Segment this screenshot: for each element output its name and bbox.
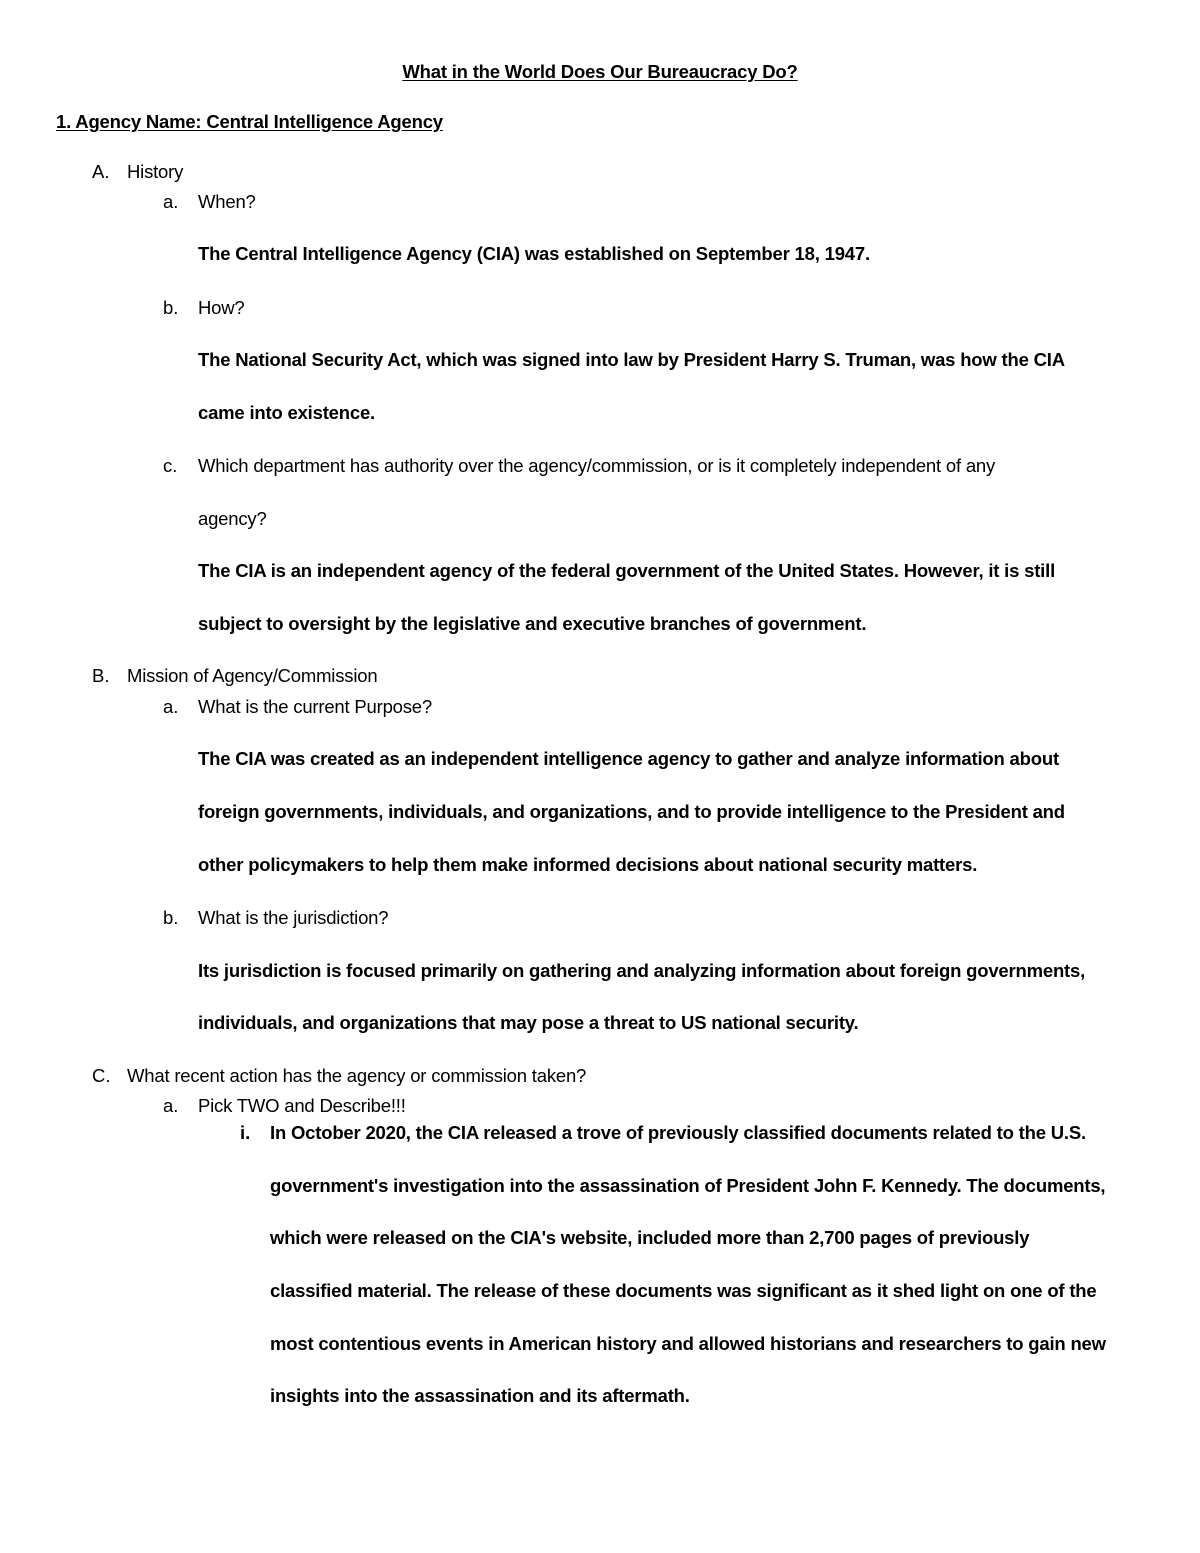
a-a-marker: a. [163, 191, 179, 212]
c-a-i-line: classified material. The release of these documents was significant as it shed light on one of the [270, 1280, 1097, 1301]
c-a-marker: a. [163, 1095, 179, 1116]
section-a-marker: A. [92, 161, 110, 182]
section-c-label: What recent action has the agency or commission taken? [127, 1065, 587, 1086]
section-a-label: History [127, 161, 184, 182]
c-a-i-line: which were released on the CIA's website, included more than 2,700 pages of previously [270, 1227, 1030, 1248]
page-title: What in the World Does Our Bureaucracy Do? [402, 61, 798, 82]
agency-heading: 1. Agency Name: Central Intelligence Agency [56, 111, 443, 132]
a-a-question: When? [198, 191, 256, 212]
a-b-marker: b. [163, 297, 179, 318]
c-a-question: Pick TWO and Describe!!! [198, 1095, 406, 1116]
a-c-answer-line: The CIA is an independent agency of the federal government of the United States. However, it is still [198, 560, 1056, 581]
b-b-question: What is the jurisdiction? [198, 907, 389, 928]
section-c-marker: C. [92, 1065, 111, 1086]
b-a-marker: a. [163, 696, 179, 717]
a-c-answer-line: subject to oversight by the legislative and executive branches of government. [198, 613, 867, 634]
c-a-i-line: most contentious events in American history and allowed historians and researchers to gain new [270, 1333, 1106, 1354]
a-b-question: How? [198, 297, 245, 318]
b-a-question: What is the current Purpose? [198, 696, 432, 717]
a-b-answer-line: The National Security Act, which was signed into law by President Harry S. Truman, was how the CIA [198, 349, 1065, 370]
c-a-i-marker: i. [240, 1122, 251, 1143]
a-c-marker: c. [163, 455, 178, 476]
section-b-marker: B. [92, 665, 110, 686]
c-a-i-line: In October 2020, the CIA released a trove of previously classified documents related to the U.S. [270, 1122, 1086, 1143]
b-a-answer-line: foreign governments, individuals, and organizations, and to provide intelligence to the President and [198, 801, 1065, 822]
b-b-answer-line: individuals, and organizations that may pose a threat to US national security. [198, 1012, 859, 1033]
c-a-i-line: insights into the assassination and its aftermath. [270, 1385, 690, 1406]
a-c-question-line: agency? [198, 508, 267, 529]
section-b-label: Mission of Agency/Commission [127, 665, 378, 686]
b-a-answer-line: other policymakers to help them make informed decisions about national security matters. [198, 854, 978, 875]
a-c-question-line: Which department has authority over the agency/commission, or is it completely independent of any [198, 455, 996, 476]
a-a-answer: The Central Intelligence Agency (CIA) was established on September 18, 1947. [198, 243, 870, 264]
a-b-answer-line: came into existence. [198, 402, 375, 423]
b-b-marker: b. [163, 907, 179, 928]
b-b-answer-line: Its jurisdiction is focused primarily on gathering and analyzing information about foreign governments, [198, 960, 1086, 981]
b-a-answer-line: The CIA was created as an independent intelligence agency to gather and analyze information about [198, 748, 1059, 769]
c-a-i-line: government's investigation into the assassination of President John F. Kennedy. The documents, [270, 1175, 1106, 1196]
